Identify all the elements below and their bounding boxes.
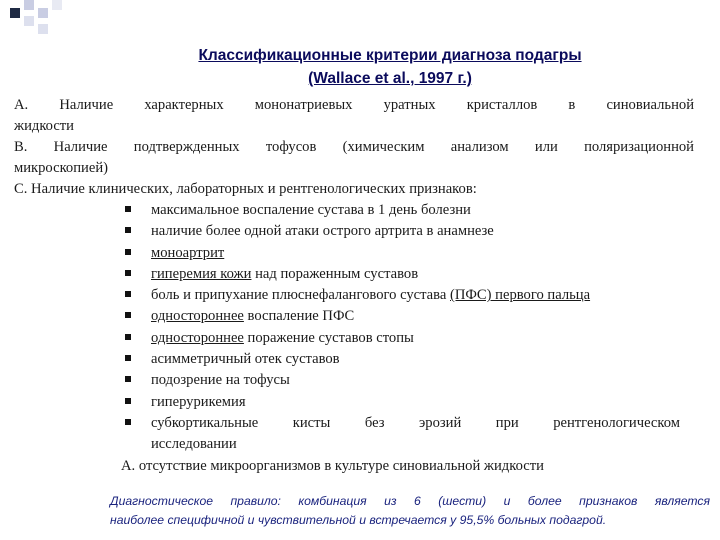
bullet-icon: [125, 312, 131, 318]
diagnostic-rule: [110, 492, 710, 530]
bullet-icon: [125, 419, 131, 425]
slide-subtitle: (Wallace et al., 1997 г.): [308, 70, 472, 87]
criterion-b: [14, 137, 694, 179]
list-item: максимальное воспаление сустава в 1 день болезни: [125, 200, 680, 221]
list-item: асимметричный отек суставов: [125, 349, 680, 370]
corner-decoration: [0, 0, 80, 40]
bullet-icon: [125, 249, 131, 255]
bullet-icon: [125, 355, 131, 361]
list-item: гиперурикемия: [125, 392, 680, 413]
bullet-icon: [125, 227, 131, 233]
criterion-c-line1: С. Наличие клинических, лабораторных и рентгенологических признаков:: [14, 181, 477, 197]
bullet-icon: [125, 291, 131, 297]
list-item: моноартрит: [125, 243, 680, 264]
bullet-icon: [125, 270, 131, 276]
criterion-a: [14, 95, 694, 137]
criterion-a-line2: жидкости: [14, 118, 74, 134]
list-item: подозрение на тофусы: [125, 370, 680, 391]
diagnostic-rule-line2: наиболее специфичной и чувствительной и встречается у 95,5% больных подагрой.: [110, 513, 607, 527]
bullet-icon: [125, 398, 131, 404]
bullet-icon: [125, 376, 131, 382]
criterion-b-line2: микроскопией): [14, 160, 108, 176]
bullet-icon: [125, 206, 131, 212]
list-item: боль и припухание плюснефалангового сустава (ПФС) первого пальца: [125, 285, 680, 306]
diagnostic-rule-line1: Диагностическое правило: комбинация из 6 (шести) и более признаков является: [110, 494, 710, 508]
list-item: субкортикальные кисты без эрозий при рентгенологическом исследовании: [125, 413, 680, 456]
criterion-c: [14, 179, 694, 200]
signs-list: [121, 200, 680, 477]
list-item: гиперемия кожи над пораженным суставов: [125, 264, 680, 285]
list-item-last: А. отсутствие микроорганизмов в культуре синовиальной жидкости: [121, 457, 544, 474]
criterion-b-line1: В. Наличие подтвержденных тофусов (химическим анализом или поляризационной: [14, 139, 694, 155]
bullet-icon: [125, 334, 131, 340]
list-item: одностороннее поражение суставов стопы: [125, 328, 680, 349]
list-item: одностороннее воспаление ПФС: [125, 306, 680, 327]
slide-title: Классификационные критерии диагноза подагры: [198, 47, 582, 64]
list-item: наличие более одной атаки острого артрита в анамнезе: [125, 221, 680, 242]
criterion-a-line1: А. Наличие характерных мононатриевых уратных кристаллов в синовиальной: [14, 97, 694, 113]
